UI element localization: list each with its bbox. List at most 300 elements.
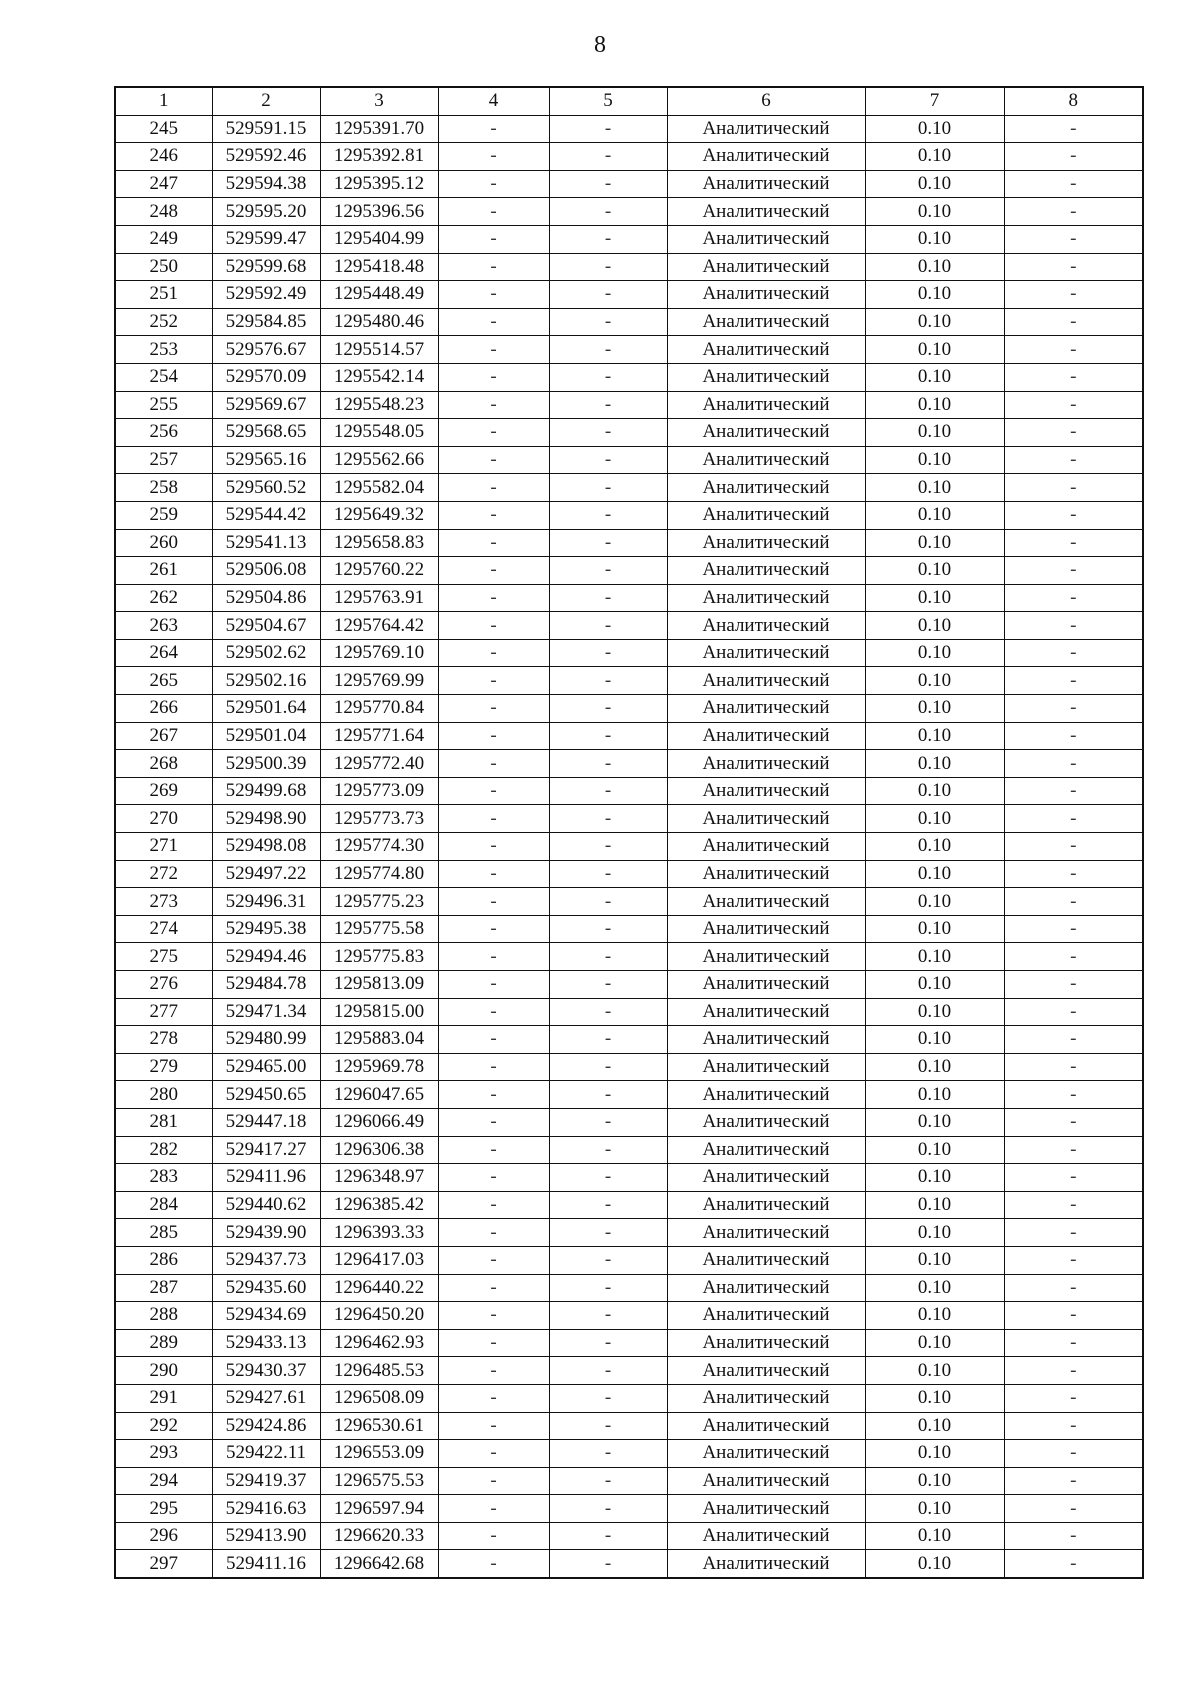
x-coordinate-cell: 529501.04 xyxy=(212,722,320,750)
y-coordinate-cell: 1295396.56 xyxy=(320,198,438,226)
y-coordinate-cell: 1295562.66 xyxy=(320,446,438,474)
method-cell: Аналитический xyxy=(667,1495,865,1523)
accuracy-cell: 0.10 xyxy=(865,308,1004,336)
x-coordinate-cell: 529500.39 xyxy=(212,750,320,778)
column-8-cell: - xyxy=(1004,1246,1143,1274)
column-4-cell: - xyxy=(438,115,549,143)
point-number-cell: 291 xyxy=(115,1384,212,1412)
column-4-cell: - xyxy=(438,363,549,391)
column-5-cell: - xyxy=(549,1384,667,1412)
column-4-cell: - xyxy=(438,943,549,971)
y-coordinate-cell: 1296348.97 xyxy=(320,1164,438,1192)
method-cell: Аналитический xyxy=(667,336,865,364)
method-cell: Аналитический xyxy=(667,308,865,336)
column-4-cell: - xyxy=(438,336,549,364)
column-5-cell: - xyxy=(549,1467,667,1495)
accuracy-cell: 0.10 xyxy=(865,1329,1004,1357)
column-8-cell: - xyxy=(1004,225,1143,253)
column-8-cell: - xyxy=(1004,1357,1143,1385)
accuracy-cell: 0.10 xyxy=(865,1246,1004,1274)
y-coordinate-cell: 1295969.78 xyxy=(320,1053,438,1081)
x-coordinate-cell: 529427.61 xyxy=(212,1384,320,1412)
table-row xyxy=(115,1467,1143,1495)
column-5-cell: - xyxy=(549,667,667,695)
x-coordinate-cell: 529502.16 xyxy=(212,667,320,695)
column-5-cell: - xyxy=(549,805,667,833)
column-5-cell: - xyxy=(549,170,667,198)
point-number-cell: 252 xyxy=(115,308,212,336)
column-4-cell: - xyxy=(438,639,549,667)
accuracy-cell: 0.10 xyxy=(865,1522,1004,1550)
x-coordinate-cell: 529411.96 xyxy=(212,1164,320,1192)
column-4-cell: - xyxy=(438,1302,549,1330)
method-cell: Аналитический xyxy=(667,860,865,888)
method-cell: Аналитический xyxy=(667,612,865,640)
table-row xyxy=(115,529,1143,557)
x-coordinate-cell: 529595.20 xyxy=(212,198,320,226)
x-coordinate-cell: 529504.67 xyxy=(212,612,320,640)
y-coordinate-cell: 1295548.05 xyxy=(320,419,438,447)
column-header: 7 xyxy=(865,87,1004,115)
column-4-cell: - xyxy=(438,1384,549,1412)
column-5-cell: - xyxy=(549,391,667,419)
column-5-cell: - xyxy=(549,143,667,171)
method-cell: Аналитический xyxy=(667,1412,865,1440)
column-5-cell: - xyxy=(549,1191,667,1219)
column-4-cell: - xyxy=(438,225,549,253)
x-coordinate-cell: 529599.47 xyxy=(212,225,320,253)
table-row xyxy=(115,1164,1143,1192)
column-8-cell: - xyxy=(1004,115,1143,143)
accuracy-cell: 0.10 xyxy=(865,501,1004,529)
method-cell: Аналитический xyxy=(667,1302,865,1330)
accuracy-cell: 0.10 xyxy=(865,336,1004,364)
column-8-cell: - xyxy=(1004,308,1143,336)
table-row xyxy=(115,971,1143,999)
column-5-cell: - xyxy=(549,308,667,336)
column-5-cell: - xyxy=(549,1440,667,1468)
accuracy-cell: 0.10 xyxy=(865,1108,1004,1136)
x-coordinate-cell: 529576.67 xyxy=(212,336,320,364)
y-coordinate-cell: 1295775.23 xyxy=(320,888,438,916)
column-8-cell: - xyxy=(1004,639,1143,667)
column-5-cell: - xyxy=(549,281,667,309)
point-number-cell: 250 xyxy=(115,253,212,281)
y-coordinate-cell: 1295658.83 xyxy=(320,529,438,557)
method-cell: Аналитический xyxy=(667,225,865,253)
accuracy-cell: 0.10 xyxy=(865,170,1004,198)
y-coordinate-cell: 1295649.32 xyxy=(320,501,438,529)
accuracy-cell: 0.10 xyxy=(865,1495,1004,1523)
x-coordinate-cell: 529565.16 xyxy=(212,446,320,474)
table-row xyxy=(115,1329,1143,1357)
method-cell: Аналитический xyxy=(667,1108,865,1136)
column-4-cell: - xyxy=(438,308,549,336)
accuracy-cell: 0.10 xyxy=(865,833,1004,861)
column-4-cell: - xyxy=(438,529,549,557)
method-cell: Аналитический xyxy=(667,1550,865,1578)
column-4-cell: - xyxy=(438,281,549,309)
column-4-cell: - xyxy=(438,1191,549,1219)
accuracy-cell: 0.10 xyxy=(865,1467,1004,1495)
column-8-cell: - xyxy=(1004,1412,1143,1440)
column-4-cell: - xyxy=(438,557,549,585)
y-coordinate-cell: 1295769.99 xyxy=(320,667,438,695)
column-5-cell: - xyxy=(549,971,667,999)
column-8-cell: - xyxy=(1004,501,1143,529)
column-8-cell: - xyxy=(1004,888,1143,916)
accuracy-cell: 0.10 xyxy=(865,1219,1004,1247)
accuracy-cell: 0.10 xyxy=(865,198,1004,226)
y-coordinate-cell: 1295418.48 xyxy=(320,253,438,281)
column-8-cell: - xyxy=(1004,667,1143,695)
column-5-cell: - xyxy=(549,833,667,861)
column-8-cell: - xyxy=(1004,1191,1143,1219)
method-cell: Аналитический xyxy=(667,1357,865,1385)
y-coordinate-cell: 1296575.53 xyxy=(320,1467,438,1495)
column-header: 4 xyxy=(438,87,549,115)
column-5-cell: - xyxy=(549,363,667,391)
point-number-cell: 251 xyxy=(115,281,212,309)
column-5-cell: - xyxy=(549,777,667,805)
accuracy-cell: 0.10 xyxy=(865,584,1004,612)
x-coordinate-cell: 529433.13 xyxy=(212,1329,320,1357)
accuracy-cell: 0.10 xyxy=(865,1191,1004,1219)
table-row xyxy=(115,1219,1143,1247)
accuracy-cell: 0.10 xyxy=(865,777,1004,805)
column-5-cell: - xyxy=(549,1246,667,1274)
point-number-cell: 267 xyxy=(115,722,212,750)
column-4-cell: - xyxy=(438,805,549,833)
column-4-cell: - xyxy=(438,1440,549,1468)
column-8-cell: - xyxy=(1004,833,1143,861)
method-cell: Аналитический xyxy=(667,1467,865,1495)
method-cell: Аналитический xyxy=(667,198,865,226)
column-8-cell: - xyxy=(1004,1522,1143,1550)
column-8-cell: - xyxy=(1004,529,1143,557)
y-coordinate-cell: 1295772.40 xyxy=(320,750,438,778)
accuracy-cell: 0.10 xyxy=(865,915,1004,943)
column-5-cell: - xyxy=(549,1495,667,1523)
method-cell: Аналитический xyxy=(667,557,865,585)
column-5-cell: - xyxy=(549,1081,667,1109)
point-number-cell: 260 xyxy=(115,529,212,557)
y-coordinate-cell: 1296597.94 xyxy=(320,1495,438,1523)
column-5-cell: - xyxy=(549,529,667,557)
y-coordinate-cell: 1296620.33 xyxy=(320,1522,438,1550)
table-row xyxy=(115,805,1143,833)
point-number-cell: 271 xyxy=(115,833,212,861)
x-coordinate-cell: 529422.11 xyxy=(212,1440,320,1468)
column-8-cell: - xyxy=(1004,915,1143,943)
x-coordinate-cell: 529592.49 xyxy=(212,281,320,309)
column-8-cell: - xyxy=(1004,1329,1143,1357)
point-number-cell: 257 xyxy=(115,446,212,474)
point-number-cell: 254 xyxy=(115,363,212,391)
point-number-cell: 293 xyxy=(115,1440,212,1468)
column-header: 2 xyxy=(212,87,320,115)
y-coordinate-cell: 1295813.09 xyxy=(320,971,438,999)
method-cell: Аналитический xyxy=(667,1026,865,1054)
table-row xyxy=(115,281,1143,309)
table-row xyxy=(115,1274,1143,1302)
column-5-cell: - xyxy=(549,695,667,723)
point-number-cell: 288 xyxy=(115,1302,212,1330)
column-8-cell: - xyxy=(1004,943,1143,971)
point-number-cell: 290 xyxy=(115,1357,212,1385)
x-coordinate-cell: 529498.08 xyxy=(212,833,320,861)
y-coordinate-cell: 1296485.53 xyxy=(320,1357,438,1385)
column-5-cell: - xyxy=(549,1219,667,1247)
column-header: 3 xyxy=(320,87,438,115)
coordinates-table xyxy=(114,86,1144,1579)
x-coordinate-cell: 529497.22 xyxy=(212,860,320,888)
column-8-cell: - xyxy=(1004,722,1143,750)
column-5-cell: - xyxy=(549,1053,667,1081)
column-header: 6 xyxy=(667,87,865,115)
y-coordinate-cell: 1296047.65 xyxy=(320,1081,438,1109)
column-5-cell: - xyxy=(549,336,667,364)
column-4-cell: - xyxy=(438,1219,549,1247)
column-8-cell: - xyxy=(1004,281,1143,309)
table-row xyxy=(115,363,1143,391)
accuracy-cell: 0.10 xyxy=(865,419,1004,447)
x-coordinate-cell: 529439.90 xyxy=(212,1219,320,1247)
x-coordinate-cell: 529594.38 xyxy=(212,170,320,198)
method-cell: Аналитический xyxy=(667,777,865,805)
column-8-cell: - xyxy=(1004,1108,1143,1136)
y-coordinate-cell: 1296417.03 xyxy=(320,1246,438,1274)
table-row xyxy=(115,695,1143,723)
column-5-cell: - xyxy=(549,750,667,778)
point-number-cell: 280 xyxy=(115,1081,212,1109)
column-8-cell: - xyxy=(1004,777,1143,805)
column-4-cell: - xyxy=(438,722,549,750)
column-8-cell: - xyxy=(1004,998,1143,1026)
x-coordinate-cell: 529435.60 xyxy=(212,1274,320,1302)
y-coordinate-cell: 1295760.22 xyxy=(320,557,438,585)
x-coordinate-cell: 529471.34 xyxy=(212,998,320,1026)
point-number-cell: 256 xyxy=(115,419,212,447)
column-8-cell: - xyxy=(1004,1053,1143,1081)
y-coordinate-cell: 1296306.38 xyxy=(320,1136,438,1164)
point-number-cell: 261 xyxy=(115,557,212,585)
point-number-cell: 270 xyxy=(115,805,212,833)
point-number-cell: 262 xyxy=(115,584,212,612)
x-coordinate-cell: 529498.90 xyxy=(212,805,320,833)
method-cell: Аналитический xyxy=(667,1191,865,1219)
table-row xyxy=(115,115,1143,143)
point-number-cell: 296 xyxy=(115,1522,212,1550)
column-8-cell: - xyxy=(1004,612,1143,640)
method-cell: Аналитический xyxy=(667,115,865,143)
page-number: 8 xyxy=(594,32,606,58)
y-coordinate-cell: 1295775.58 xyxy=(320,915,438,943)
column-4-cell: - xyxy=(438,833,549,861)
table-row xyxy=(115,750,1143,778)
column-4-cell: - xyxy=(438,501,549,529)
point-number-cell: 249 xyxy=(115,225,212,253)
method-cell: Аналитический xyxy=(667,805,865,833)
column-4-cell: - xyxy=(438,198,549,226)
accuracy-cell: 0.10 xyxy=(865,253,1004,281)
y-coordinate-cell: 1295514.57 xyxy=(320,336,438,364)
point-number-cell: 258 xyxy=(115,474,212,502)
accuracy-cell: 0.10 xyxy=(865,1164,1004,1192)
accuracy-cell: 0.10 xyxy=(865,225,1004,253)
table-row xyxy=(115,667,1143,695)
method-cell: Аналитический xyxy=(667,281,865,309)
table-row xyxy=(115,1412,1143,1440)
column-4-cell: - xyxy=(438,143,549,171)
method-cell: Аналитический xyxy=(667,1164,865,1192)
column-header: 5 xyxy=(549,87,667,115)
column-8-cell: - xyxy=(1004,1440,1143,1468)
y-coordinate-cell: 1295391.70 xyxy=(320,115,438,143)
point-number-cell: 246 xyxy=(115,143,212,171)
table-row xyxy=(115,998,1143,1026)
accuracy-cell: 0.10 xyxy=(865,1274,1004,1302)
point-number-cell: 285 xyxy=(115,1219,212,1247)
y-coordinate-cell: 1296508.09 xyxy=(320,1384,438,1412)
column-4-cell: - xyxy=(438,667,549,695)
column-8-cell: - xyxy=(1004,198,1143,226)
column-8-cell: - xyxy=(1004,1467,1143,1495)
table-row xyxy=(115,1357,1143,1385)
y-coordinate-cell: 1295764.42 xyxy=(320,612,438,640)
y-coordinate-cell: 1295392.81 xyxy=(320,143,438,171)
method-cell: Аналитический xyxy=(667,1053,865,1081)
x-coordinate-cell: 529440.62 xyxy=(212,1191,320,1219)
column-4-cell: - xyxy=(438,474,549,502)
point-number-cell: 247 xyxy=(115,170,212,198)
column-4-cell: - xyxy=(438,446,549,474)
column-8-cell: - xyxy=(1004,805,1143,833)
x-coordinate-cell: 529437.73 xyxy=(212,1246,320,1274)
y-coordinate-cell: 1295448.49 xyxy=(320,281,438,309)
y-coordinate-cell: 1295771.64 xyxy=(320,722,438,750)
point-number-cell: 284 xyxy=(115,1191,212,1219)
table-row xyxy=(115,336,1143,364)
method-cell: Аналитический xyxy=(667,1219,865,1247)
column-4-cell: - xyxy=(438,1164,549,1192)
point-number-cell: 245 xyxy=(115,115,212,143)
column-5-cell: - xyxy=(549,198,667,226)
table-row xyxy=(115,943,1143,971)
column-8-cell: - xyxy=(1004,391,1143,419)
accuracy-cell: 0.10 xyxy=(865,998,1004,1026)
point-number-cell: 253 xyxy=(115,336,212,364)
column-5-cell: - xyxy=(549,1550,667,1578)
method-cell: Аналитический xyxy=(667,667,865,695)
accuracy-cell: 0.10 xyxy=(865,750,1004,778)
x-coordinate-cell: 529450.65 xyxy=(212,1081,320,1109)
x-coordinate-cell: 529591.15 xyxy=(212,115,320,143)
y-coordinate-cell: 1295815.00 xyxy=(320,998,438,1026)
method-cell: Аналитический xyxy=(667,1329,865,1357)
x-coordinate-cell: 529541.13 xyxy=(212,529,320,557)
y-coordinate-cell: 1295883.04 xyxy=(320,1026,438,1054)
accuracy-cell: 0.10 xyxy=(865,1384,1004,1412)
column-4-cell: - xyxy=(438,1550,549,1578)
column-4-cell: - xyxy=(438,419,549,447)
column-8-cell: - xyxy=(1004,1384,1143,1412)
column-4-cell: - xyxy=(438,1108,549,1136)
x-coordinate-cell: 529413.90 xyxy=(212,1522,320,1550)
table-row xyxy=(115,833,1143,861)
accuracy-cell: 0.10 xyxy=(865,143,1004,171)
table-row xyxy=(115,419,1143,447)
table-row xyxy=(115,1026,1143,1054)
point-number-cell: 283 xyxy=(115,1164,212,1192)
x-coordinate-cell: 529592.46 xyxy=(212,143,320,171)
table-row xyxy=(115,501,1143,529)
table-row xyxy=(115,1384,1143,1412)
accuracy-cell: 0.10 xyxy=(865,557,1004,585)
x-coordinate-cell: 529568.65 xyxy=(212,419,320,447)
point-number-cell: 275 xyxy=(115,943,212,971)
accuracy-cell: 0.10 xyxy=(865,1412,1004,1440)
table-row xyxy=(115,1440,1143,1468)
column-4-cell: - xyxy=(438,1357,549,1385)
column-5-cell: - xyxy=(549,1164,667,1192)
accuracy-cell: 0.10 xyxy=(865,363,1004,391)
y-coordinate-cell: 1296385.42 xyxy=(320,1191,438,1219)
accuracy-cell: 0.10 xyxy=(865,446,1004,474)
x-coordinate-cell: 529502.62 xyxy=(212,639,320,667)
column-8-cell: - xyxy=(1004,336,1143,364)
point-number-cell: 286 xyxy=(115,1246,212,1274)
point-number-cell: 274 xyxy=(115,915,212,943)
x-coordinate-cell: 529584.85 xyxy=(212,308,320,336)
column-5-cell: - xyxy=(549,722,667,750)
column-header: 8 xyxy=(1004,87,1143,115)
x-coordinate-cell: 529496.31 xyxy=(212,888,320,916)
method-cell: Аналитический xyxy=(667,1440,865,1468)
table-row xyxy=(115,1081,1143,1109)
column-4-cell: - xyxy=(438,1495,549,1523)
method-cell: Аналитический xyxy=(667,391,865,419)
table-row xyxy=(115,722,1143,750)
table-row xyxy=(115,612,1143,640)
method-cell: Аналитический xyxy=(667,750,865,778)
accuracy-cell: 0.10 xyxy=(865,805,1004,833)
accuracy-cell: 0.10 xyxy=(865,612,1004,640)
column-8-cell: - xyxy=(1004,1550,1143,1578)
table-row xyxy=(115,308,1143,336)
column-4-cell: - xyxy=(438,777,549,805)
column-5-cell: - xyxy=(549,501,667,529)
accuracy-cell: 0.10 xyxy=(865,667,1004,695)
table-row xyxy=(115,860,1143,888)
table-row xyxy=(115,198,1143,226)
table-body xyxy=(115,115,1143,1578)
x-coordinate-cell: 529430.37 xyxy=(212,1357,320,1385)
table-row xyxy=(115,143,1143,171)
column-5-cell: - xyxy=(549,1274,667,1302)
table-row xyxy=(115,557,1143,585)
method-cell: Аналитический xyxy=(667,446,865,474)
y-coordinate-cell: 1296553.09 xyxy=(320,1440,438,1468)
column-5-cell: - xyxy=(549,1026,667,1054)
y-coordinate-cell: 1295763.91 xyxy=(320,584,438,612)
method-cell: Аналитический xyxy=(667,170,865,198)
accuracy-cell: 0.10 xyxy=(865,888,1004,916)
y-coordinate-cell: 1295774.80 xyxy=(320,860,438,888)
x-coordinate-cell: 529480.99 xyxy=(212,1026,320,1054)
method-cell: Аналитический xyxy=(667,1081,865,1109)
column-4-cell: - xyxy=(438,391,549,419)
